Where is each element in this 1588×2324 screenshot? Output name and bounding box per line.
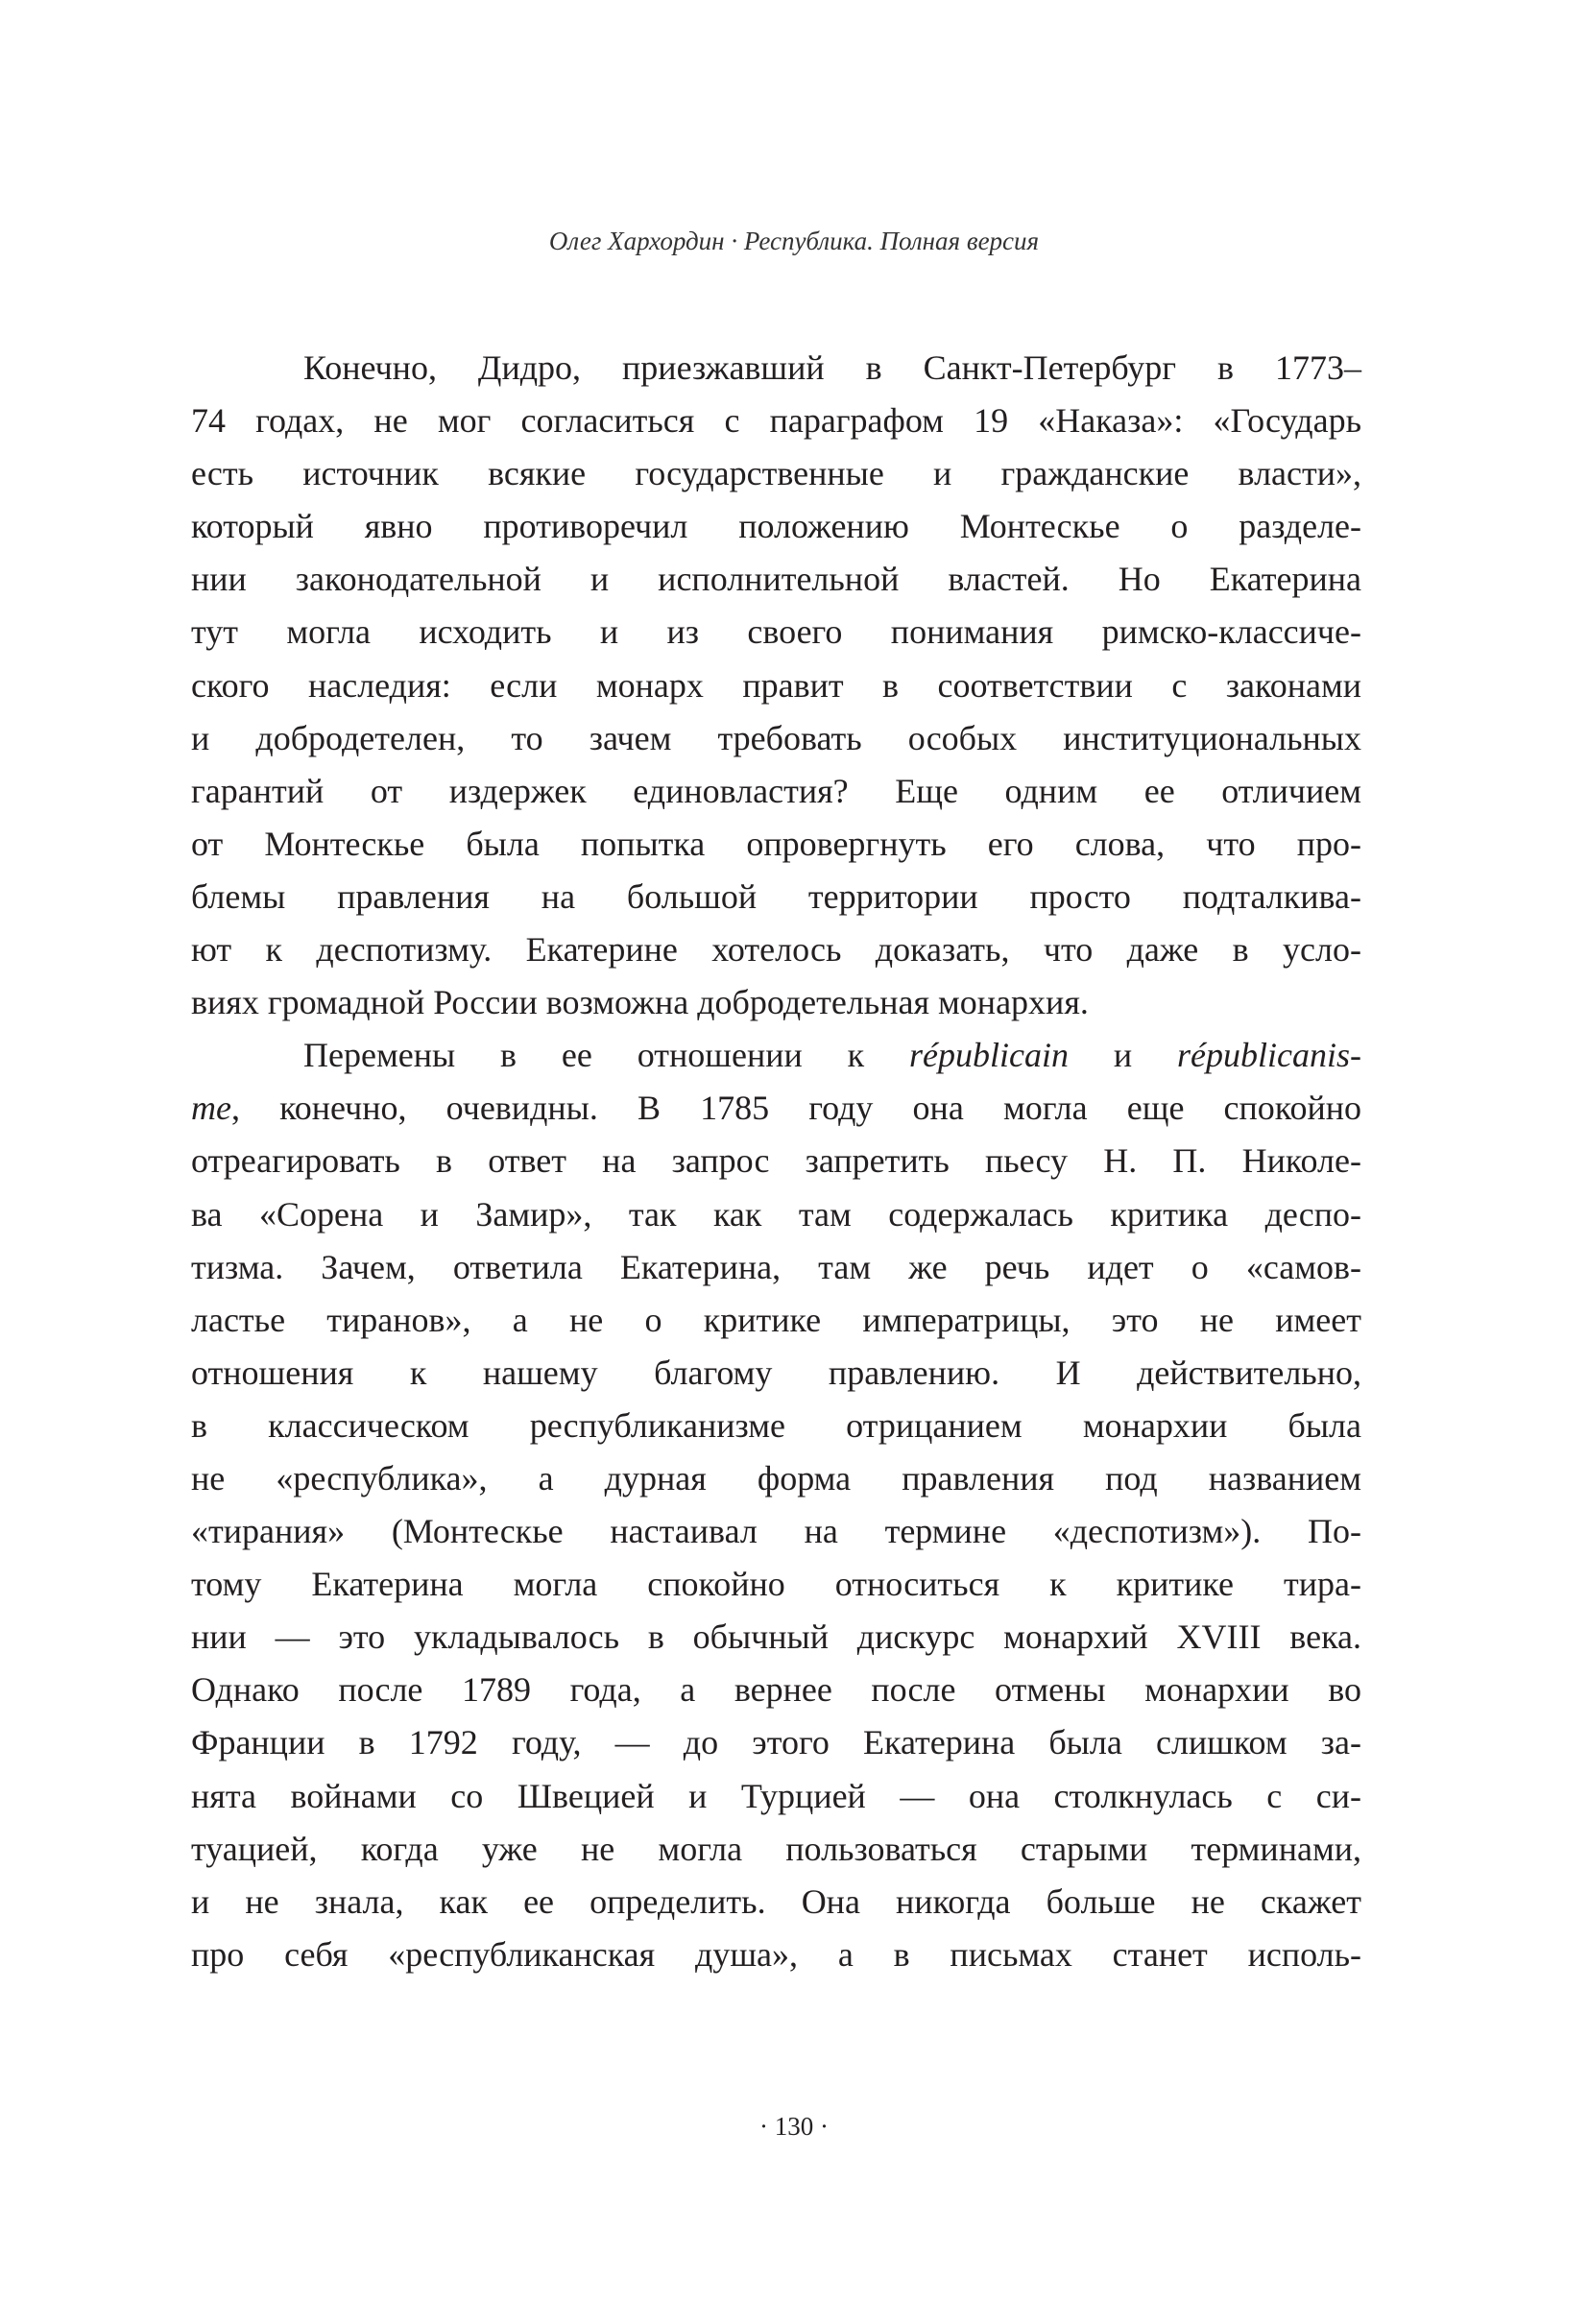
italic-term: républicanis-: [1177, 1036, 1361, 1075]
text-segment: нята войнами со Швецией и Турцией — она столкнулась с си-: [191, 1776, 1361, 1815]
text-segment: Перемены в ее отношении к: [303, 1036, 910, 1075]
text-line: [191, 1876, 1361, 1929]
text-line: [191, 1770, 1361, 1823]
text-line: [191, 1505, 1361, 1558]
text-line: [191, 871, 1361, 923]
text-segment: туацией, когда уже не могла пользоваться старыми терминами,: [191, 1829, 1361, 1868]
text-line: [191, 1400, 1361, 1452]
running-header: Олег Хархордин · Республика. Полная версия: [548, 227, 1040, 255]
text-segment: про себя «республиканская душа», а в письмах станет исполь-: [191, 1934, 1361, 1974]
text-line: [191, 818, 1361, 871]
text-segment: есть источник всякие государственные и гражданские власти»,: [191, 454, 1361, 493]
text-segment: ского наследия: если монарх правит в соответствии с законами: [191, 665, 1361, 705]
text-segment: Однако после 1789 года, а вернее после отмены монархии во: [191, 1670, 1361, 1710]
text-segment: и: [1069, 1036, 1178, 1075]
text-segment: гарантий от издержек единовластия? Еще одним ее отличием: [191, 771, 1361, 810]
text-segment: Конечно, Дидро, приезжавший в Санкт-Петербург в 1773–: [303, 348, 1361, 387]
text-segment: 74 годах, не мог согласиться с параграфом 19 «Наказа»: «Государь: [191, 401, 1361, 441]
text-segment: «тирания» (Монтескье настаивал на термине «деспотизм»). По-: [191, 1512, 1361, 1551]
text-segment: нии законодательной и исполнительной властей. Но Екатерина: [191, 560, 1361, 599]
text-line: [191, 659, 1361, 712]
text-line: [191, 447, 1361, 500]
text-segment: в классическом республиканизме отрицанием монархии была: [191, 1405, 1361, 1445]
text-segment: тому Екатерина могла спокойно относиться к критике тира-: [191, 1565, 1361, 1604]
text-segment: ва «Сорена и Замир», так как там содержалась критика деспо-: [191, 1194, 1361, 1234]
text-line: [191, 1347, 1361, 1400]
body-text: [191, 342, 1361, 1981]
text-segment: от Монтескье была попытка опровергнуть его слова, что про-: [191, 824, 1361, 863]
text-line: [191, 1716, 1361, 1769]
text-line: [191, 1664, 1361, 1716]
text-line: [191, 553, 1361, 606]
text-segment: не «республика», а дурная форма правления под названием: [191, 1458, 1361, 1497]
text-segment: отношения к нашему благому правлению. И действительно,: [191, 1353, 1361, 1392]
text-segment: тизма. Зачем, ответила Екатерина, там же речь идет о «самов-: [191, 1247, 1361, 1286]
italic-term: me: [191, 1089, 231, 1128]
page-number: · 130 ·: [759, 2112, 829, 2141]
text-line: [191, 976, 1361, 1029]
text-line: [191, 342, 1361, 395]
text-segment: , конечно, очевидны. В 1785 году она могла еще спокойно: [230, 1089, 1361, 1128]
text-line: [191, 395, 1361, 447]
text-segment: ластье тиранов», а не о критике императрицы, это не имеет: [191, 1300, 1361, 1339]
text-line: [191, 606, 1361, 659]
text-line: [191, 1611, 1361, 1664]
text-line: [191, 1029, 1361, 1082]
text-line: [191, 1188, 1361, 1241]
text-line: [191, 1241, 1361, 1294]
text-segment: ют к деспотизму. Екатерине хотелось доказать, что даже в усло-: [191, 930, 1361, 970]
text-segment: блемы правления на большой территории просто подталкива-: [191, 876, 1361, 916]
text-segment: отреагировать в ответ на запрос запретить пьесу Н. П. Николе-: [191, 1141, 1361, 1181]
text-line: [191, 1929, 1361, 1981]
text-segment: Франции в 1792 году, — до этого Екатерина была слишком за-: [191, 1723, 1361, 1762]
text-line: [191, 765, 1361, 818]
text-line: [191, 1082, 1361, 1135]
text-line: [191, 1294, 1361, 1347]
text-line: [191, 1452, 1361, 1505]
text-segment: тут могла исходить и из своего понимания римско-классиче-: [191, 612, 1361, 652]
text-segment: нии — это укладывалось в обычный дискурс монархий XVIII века.: [191, 1617, 1361, 1657]
text-line: [191, 500, 1361, 553]
text-segment: который явно противоречил положению Монтескье о разделе-: [191, 507, 1361, 546]
italic-term: républicain: [909, 1036, 1069, 1075]
text-line: [191, 712, 1361, 765]
text-line: [191, 1135, 1361, 1187]
text-line: [191, 923, 1361, 976]
text-segment: и добродетелен, то зачем требовать особых институциональных: [191, 718, 1361, 757]
text-segment: виях громадной России возможна добродетельная монархия.: [191, 983, 1089, 1022]
text-segment: и не знала, как ее определить. Она никогда больше не скажет: [191, 1881, 1361, 1921]
text-line: [191, 1823, 1361, 1876]
text-line: [191, 1558, 1361, 1611]
